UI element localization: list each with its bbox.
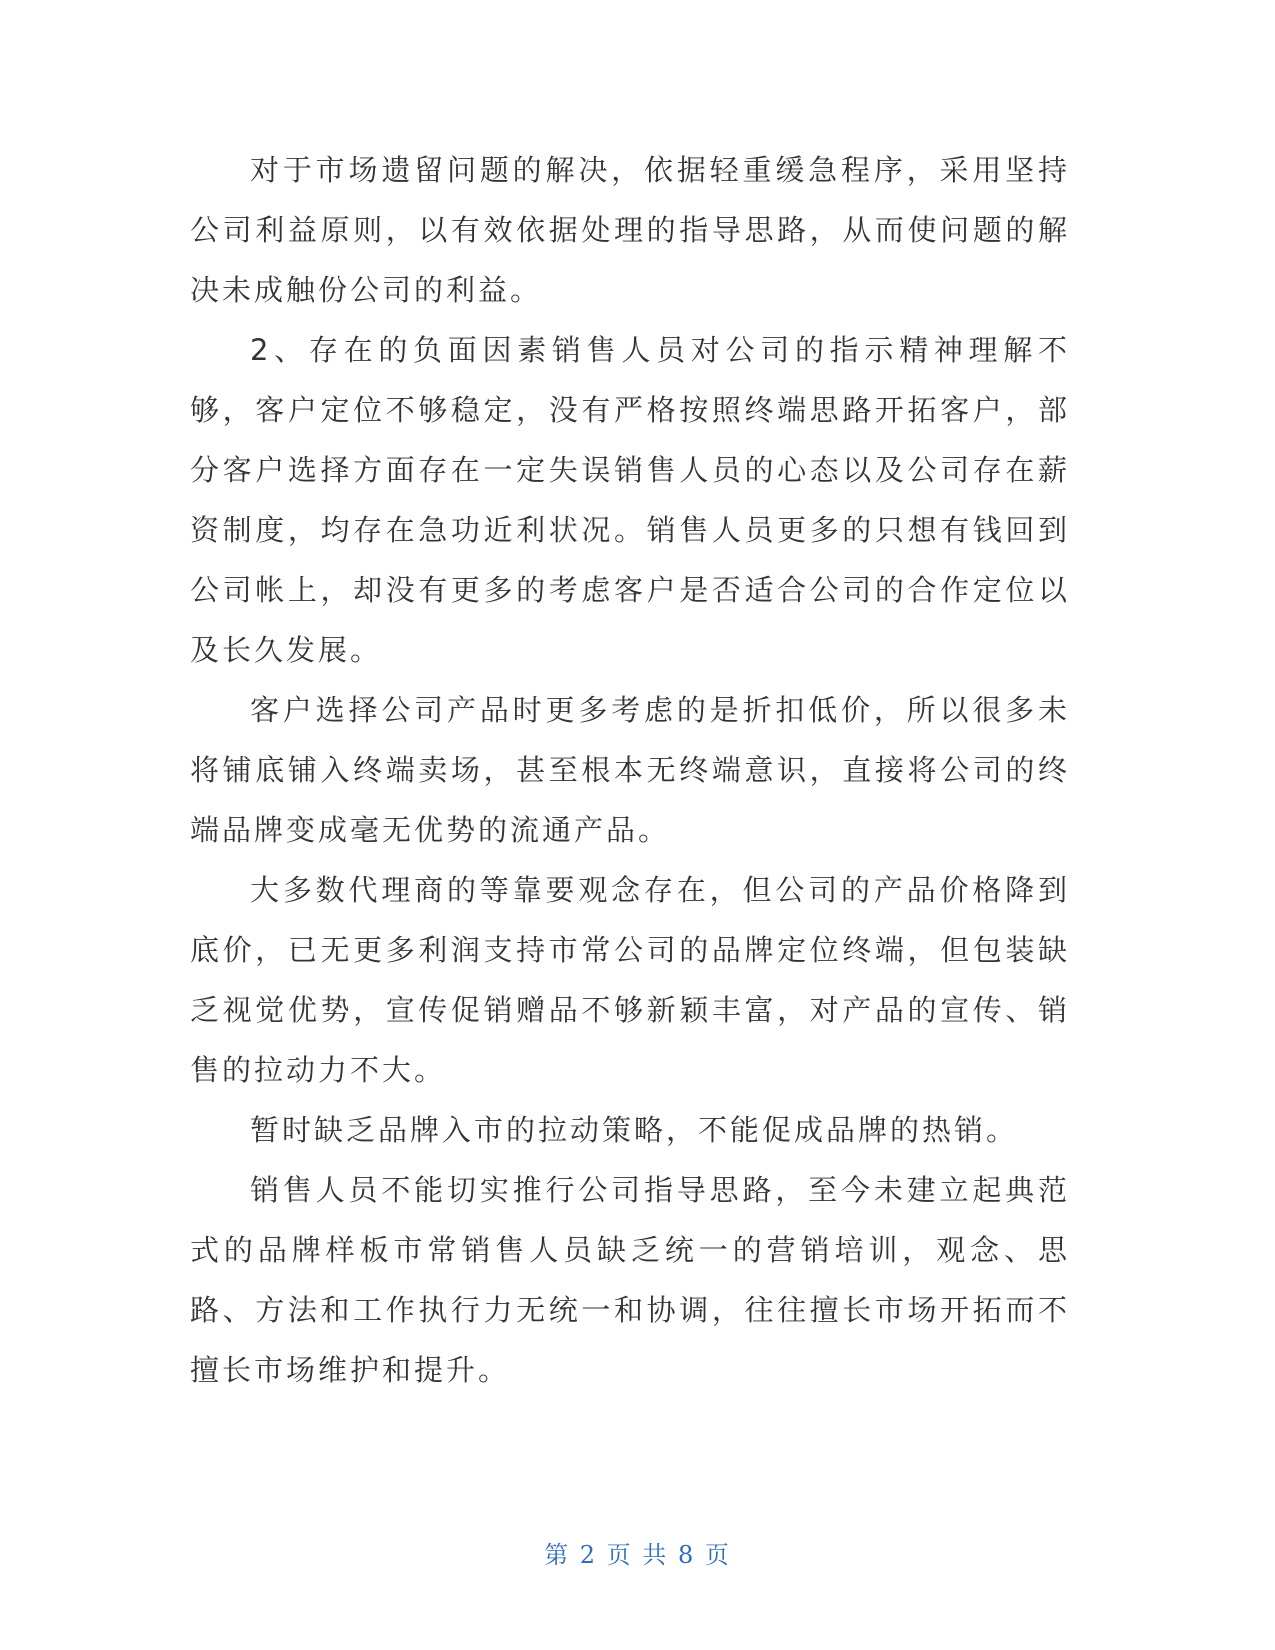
paragraph: 客户选择公司产品时更多考虑的是折扣低价，所以很多未将铺底铺入终端卖场，甚至根本无终端意识，直接将公司的终端品牌变成毫无优势的流通产品。: [190, 693, 1070, 847]
page-number-footer: 第 2 页 共 8 页: [544, 1541, 731, 1569]
paragraph: 大多数代理商的等靠要观念存在，但公司的产品价格降到底价，已无更多利润支持市常公司的品牌定位终端，但包装缺乏视觉优势，宣传促销赠品不够新颖丰富，对产品的宣传、销售的拉动力不大。: [190, 873, 1070, 1087]
document-body: [190, 140, 1070, 1400]
paragraph: 2、存在的负面因素销售人员对公司的指示精神理解不够，客户定位不够稳定，没有严格按照终端思路开拓客户，部分客户选择方面存在一定失误销售人员的心态以及公司存在薪资制度，均存在急功近利状况。销售人员更多的只想有钱回到公司帐上，却没有更多的考虑客户是否适合公司的合作定位以及长久发展。: [190, 333, 1070, 667]
paragraph: 销售人员不能切实推行公司指导思路，至今未建立起典范式的品牌样板市常销售人员缺乏统一的营销培训，观念、思路、方法和工作执行力无统一和协调，往往擅长市场开拓而不擅长市场维护和提升。: [190, 1173, 1070, 1387]
paragraph: 对于市场遗留问题的解决，依据轻重缓急程序，采用坚持公司利益原则，以有效依据处理的指导思路，从而使问题的解决未成触份公司的利益。: [190, 153, 1070, 307]
paragraph: 暂时缺乏品牌入市的拉动策略，不能促成品牌的热销。: [250, 1113, 1019, 1147]
